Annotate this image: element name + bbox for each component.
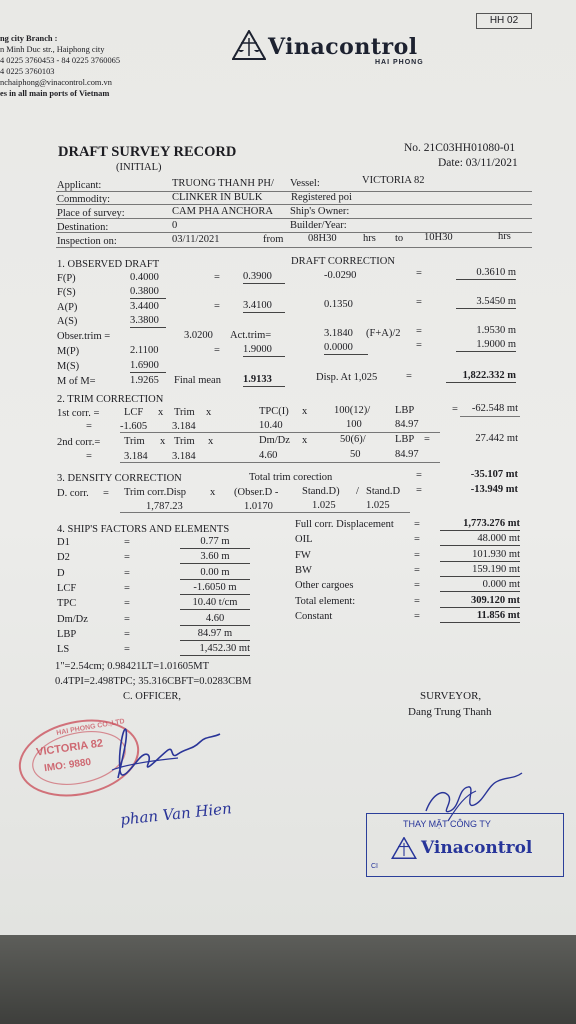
eq: = [406, 371, 412, 382]
term: x [208, 436, 214, 447]
as-value: 3.3800 [130, 315, 166, 328]
fp-value: 0.4000 [130, 272, 159, 283]
term: Trim corr.Disp [124, 487, 187, 498]
eq: = [414, 534, 420, 546]
inspection-label: Inspection on: [57, 236, 117, 247]
val: 50 [350, 449, 361, 460]
factor-label: LBP [57, 628, 77, 640]
eq: = [214, 301, 220, 312]
term: LBP [395, 434, 415, 445]
destination-label: Destination: [57, 222, 109, 233]
as-label: A(S) [57, 316, 78, 327]
factor-value: 0.77 m [180, 536, 250, 549]
row-line [120, 462, 440, 463]
f-corrected: 0.3610 m [456, 267, 516, 280]
fs-label: F(S) [57, 287, 76, 298]
doc-title: DRAFT SURVEY RECORD [58, 144, 237, 160]
branch-line: nchaiphong@vinacontrol.com.vn [0, 78, 112, 87]
vinacontrol-logo [232, 30, 424, 66]
m-corrected: 1.9000 m [456, 339, 516, 352]
factor-value: -1.6050 m [180, 582, 250, 595]
factor-label: D [57, 567, 65, 579]
element-label: Constant [295, 610, 333, 622]
eq: = [124, 582, 130, 594]
eq: = [124, 537, 130, 548]
branch-line: n Minh Duc str., Haiphong city [0, 45, 105, 54]
row-line [460, 416, 520, 417]
ms-label: M(S) [57, 361, 80, 372]
stamp-top-text: HAI PHONG CO.,LTD [55, 718, 126, 737]
ap-as-mean: 3.4100 [243, 300, 285, 313]
place-value: CAM PHA ANCHORA [172, 206, 273, 217]
a-corrected: 3.5450 m [456, 296, 516, 309]
officer-label: C. OFFICER, [123, 691, 182, 702]
ms-value: 1.6900 [130, 360, 166, 373]
scales-icon [391, 837, 417, 859]
val: 84.97 [395, 449, 419, 460]
doc-code-box: HH 02 [476, 13, 532, 29]
final-mean-value: 1.9133 [243, 374, 285, 387]
element-value: 48.000 mt [440, 533, 520, 546]
eq: = [416, 297, 422, 308]
registered-label: Registered poi [291, 192, 352, 203]
owner-label: Ship's Owner: [290, 206, 350, 217]
total-trim-value: -35.107 mt [470, 469, 518, 480]
eq: = [214, 272, 220, 283]
element-value: 0.000 mt [440, 579, 520, 592]
val: 3.184 [172, 421, 196, 432]
row-line [56, 247, 532, 248]
term: Trim [174, 436, 195, 447]
total-trim-label: Total trim corection [249, 472, 333, 483]
dcorr-value: -13.949 mt [470, 484, 518, 495]
conversion-line: 1"=2.54cm; 0.98421LT=1.01605MT [55, 661, 209, 672]
branch-address [0, 33, 120, 99]
vessel-label: Vessel: [290, 178, 320, 189]
factor-label: D2 [57, 552, 70, 564]
disp-value: 1,822.332 m [446, 370, 516, 383]
val: 3.184 [124, 451, 148, 462]
scales-icon [232, 30, 266, 60]
mp-label: M(P) [57, 346, 80, 357]
stamp-ci: CI [371, 863, 378, 870]
term: LCF [124, 407, 144, 418]
fp-fs-mean: 0.3900 [243, 271, 285, 284]
val: 1,787.23 [146, 501, 183, 512]
term: / [356, 486, 359, 497]
factor-value: 84.97 m [180, 628, 250, 641]
term: Trim [174, 407, 195, 418]
second-corr-result: 27.442 mt [475, 433, 518, 444]
term: LBP [395, 405, 415, 416]
eq: = [124, 644, 130, 656]
term: x [158, 407, 164, 418]
eq: = [416, 340, 422, 351]
factor-value: 0.00 m [180, 567, 250, 580]
term: Stand.D) [302, 486, 340, 497]
element-label: OIL [295, 534, 313, 546]
eq: = [103, 488, 109, 499]
row-line [56, 218, 532, 219]
ap-label: A(P) [57, 302, 78, 313]
from-label: from [263, 234, 284, 245]
factor-label: TPC [57, 598, 77, 610]
term: Dm/Dz [259, 435, 290, 446]
logo-name: Vinacontrol [268, 34, 418, 60]
act-trim-label: Act.trim= [230, 330, 272, 341]
term: 100(12)/ [334, 405, 371, 416]
obser-trim-label: Obser.trim = [57, 331, 111, 342]
fa2-label: (F+A)/2 [366, 328, 401, 339]
second-corr-label: 2nd corr.= [57, 437, 101, 448]
company-stamp [366, 813, 564, 877]
row-line [56, 204, 532, 205]
act-trim-value: 3.1840 [324, 328, 353, 339]
factor-label: LS [57, 644, 70, 656]
dcorr-label: D. corr. [57, 488, 89, 499]
row-line [120, 512, 410, 513]
officer-signature [108, 720, 228, 790]
inspection-date: 03/11/2021 [172, 234, 220, 245]
m-correction: 0.0000 [324, 342, 368, 355]
element-label: FW [295, 549, 311, 561]
eq: = [86, 421, 92, 432]
branch-line: es in all main ports of Vietnam [0, 89, 110, 98]
eq: = [452, 404, 458, 415]
eq: = [416, 326, 422, 337]
stamp-logo-text: Vinacontrol [421, 838, 533, 858]
handwritten-name: phan Van Hien [119, 799, 233, 829]
ap-value: 3.4400 [130, 301, 159, 312]
first-corr-result: -62.548 mt [471, 403, 518, 414]
element-label: Other cargoes [295, 580, 354, 592]
element-label: Full corr. Displacement [295, 519, 394, 530]
term: 50(6)/ [340, 434, 366, 445]
doc-date: Date: 03/11/2021 [438, 157, 518, 169]
mp-ms-mean: 1.9000 [243, 344, 285, 357]
val: 3.184 [172, 451, 196, 462]
factor-label: D1 [57, 537, 70, 548]
desk-background [0, 935, 576, 1024]
element-label: Total element: [295, 595, 356, 607]
section-heading: 3. DENSITY CORRECTION [57, 473, 182, 484]
mofm-label: M of M= [57, 376, 96, 387]
eq: = [416, 485, 422, 496]
vessel-value: VICTORIA 82 [362, 175, 425, 186]
eq: = [124, 567, 130, 579]
factor-value: 10.40 t/cm [180, 597, 250, 610]
val: 10.40 [259, 420, 283, 431]
from-time: 08H30 [308, 233, 337, 244]
section-heading: 2. TRIM CORRECTION [57, 394, 164, 405]
mofm-value: 1.9265 [130, 375, 159, 386]
eq: = [414, 519, 420, 530]
factor-value: 1,452.30 mt [180, 643, 250, 656]
fa2-value: 1.9530 m [476, 325, 516, 336]
f-correction: -0.0290 [324, 270, 357, 281]
branch-line: 4 0225 3760103 [0, 67, 55, 76]
section-heading: 1. OBSERVED DRAFT [57, 259, 160, 270]
place-label: Place of survey: [57, 208, 125, 219]
val: 4.60 [259, 450, 278, 461]
val: 1.0170 [244, 501, 273, 512]
eq: = [416, 470, 422, 481]
term: TPC(I) [259, 406, 289, 417]
obser-trim-value: 3.0200 [184, 330, 213, 341]
doc-subtitle: (INITIAL) [116, 162, 162, 173]
val: -1.605 [120, 421, 148, 432]
to-time: 10H30 [424, 232, 453, 243]
term: x [210, 487, 216, 498]
eq: = [124, 598, 130, 610]
eq: = [414, 564, 420, 576]
row-line [120, 432, 440, 433]
commodity-value: CLINKER IN BULK [172, 192, 263, 203]
term: Trim [124, 436, 145, 447]
applicant-label: Applicant: [57, 180, 102, 191]
factor-label: Dm/Dz [57, 613, 88, 625]
val: 1.025 [312, 500, 336, 511]
correction-heading: DRAFT CORRECTION [291, 256, 395, 267]
stamp-imo: IMO: 9880 [43, 756, 92, 775]
hrs-label: hrs [498, 231, 511, 242]
eq: = [424, 434, 430, 445]
term: (Obser.D - [234, 487, 279, 498]
element-value: 101.930 mt [440, 549, 520, 562]
val: 84.97 [395, 419, 419, 430]
element-value: 309.120 mt [440, 595, 520, 608]
stamp-ship-name: VICTORIA 82 [35, 737, 104, 759]
element-value: 11.856 mt [440, 610, 520, 623]
term: x [302, 435, 308, 446]
surveyor-label: SURVEYOR, [420, 690, 482, 702]
section-heading: 4. SHIP'S FACTORS AND ELEMENTS [57, 524, 230, 535]
eq: = [414, 595, 420, 607]
row-line [56, 232, 532, 233]
eq: = [124, 628, 130, 640]
hrs-label: hrs [363, 233, 376, 244]
eq: = [416, 268, 422, 279]
stamp-line1: THAY MẶT CÔNG TY [403, 819, 491, 829]
eq: = [214, 345, 220, 356]
a-correction: 0.1350 [324, 299, 353, 310]
branch-line: ng city Branch : [0, 34, 58, 43]
mp-value: 2.1100 [130, 345, 159, 356]
logo-sub: HAI PHONG [375, 59, 424, 66]
term: x [206, 407, 212, 418]
eq: = [86, 451, 92, 462]
fs-value: 0.3800 [130, 286, 166, 299]
factor-value: 4.60 [180, 613, 250, 626]
eq: = [414, 580, 420, 592]
eq: = [414, 549, 420, 561]
term: x [160, 436, 166, 447]
final-mean-label: Final mean [174, 375, 221, 386]
first-corr-label: 1st corr. = [57, 408, 100, 419]
element-value: 159.190 mt [440, 564, 520, 577]
branch-line: 4 0225 3760453 - 84 0225 3760065 [0, 56, 121, 65]
surveyor-name: Dang Trung Thanh [408, 706, 492, 718]
element-value: 1,773.276 mt [440, 518, 520, 531]
term: Stand.D [366, 486, 401, 497]
doc-number: No. 21C03HH01080-01 [404, 142, 516, 154]
term: x [302, 406, 308, 417]
element-label: BW [295, 564, 312, 576]
factor-label: LCF [57, 582, 77, 594]
destination-value: 0 [172, 220, 178, 231]
applicant-value: TRUONG THANH PH/ [172, 178, 274, 189]
factor-value: 3.60 m [180, 551, 250, 564]
val: 1.025 [366, 500, 390, 511]
eq: = [414, 610, 420, 622]
eq: = [124, 613, 130, 625]
disp-label: Disp. At 1,025 [316, 372, 378, 383]
eq: = [124, 552, 130, 564]
commodity-label: Commodity: [57, 194, 111, 205]
to-label: to [395, 233, 404, 244]
builder-label: Builder/Year: [290, 220, 347, 231]
fp-label: F(P) [57, 273, 76, 284]
val: 100 [346, 419, 362, 430]
conversion-line: 0.4TPI=2.498TPC; 35.316CBFT=0.0283CBM [55, 676, 252, 687]
